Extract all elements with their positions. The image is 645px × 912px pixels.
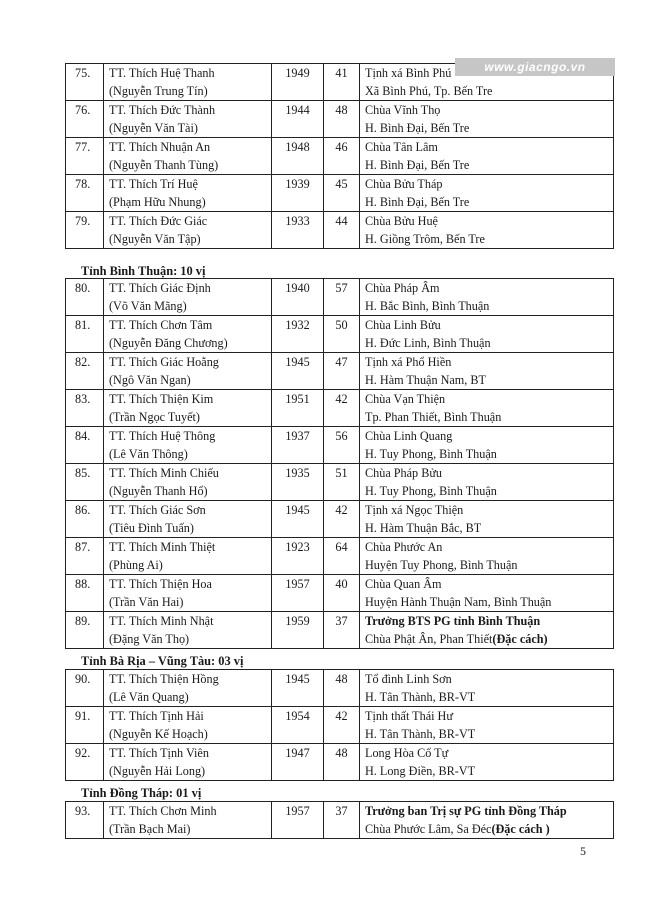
temple-location: Tp. Phan Thiết, Bình Thuận — [365, 410, 502, 424]
temple-name: Trưởng BTS PG tỉnh Bình Thuận — [365, 614, 541, 628]
row-number: 78. — [66, 175, 104, 212]
watermark: www.giacngo.vn — [455, 58, 615, 76]
monk-lay-name: (Trần Văn Hai) — [109, 595, 184, 609]
monk-name-cell — [104, 101, 272, 138]
table-row — [66, 707, 614, 744]
table-row — [66, 316, 614, 353]
page-number: 5 — [580, 844, 586, 858]
temple-location: H. Hàm Thuận Nam, BT — [365, 373, 486, 387]
row-number: 75. — [66, 64, 104, 101]
monk-dharma-name: TT. Thích Tịnh Hải — [109, 709, 204, 723]
monk-dharma-name: TT. Thích Huệ Thanh — [109, 66, 215, 80]
ordination-age: 56 — [324, 427, 360, 464]
monk-name-cell — [104, 353, 272, 390]
temple-location: H. Bình Đại, Bến Tre — [365, 195, 470, 209]
table-row — [66, 612, 614, 649]
temple-name: Tịnh xá Phổ Hiền — [365, 355, 452, 369]
table-row — [66, 279, 614, 316]
temple-cell — [360, 212, 614, 249]
monk-dharma-name: TT. Thích Chơn Minh — [109, 804, 217, 818]
table-row — [66, 390, 614, 427]
monk-lay-name: (Nguyễn Thanh Tùng) — [109, 158, 219, 172]
temple-name: Tịnh thất Thái Hư — [365, 709, 453, 723]
ordination-age: 37 — [324, 802, 360, 839]
temple-location: H. Tuy Phong, Bình Thuận — [365, 484, 497, 498]
temple-location: H. Đức Linh, Bình Thuận — [365, 336, 491, 350]
birth-year: 1945 — [272, 353, 324, 390]
rows — [66, 670, 614, 781]
temple-name: Long Hòa Cổ Tự — [365, 746, 449, 760]
monk-name-cell — [104, 279, 272, 316]
temple-cell — [360, 175, 614, 212]
temple-cell — [360, 427, 614, 464]
rows — [66, 279, 614, 649]
table-row — [66, 575, 614, 612]
row-number: 93. — [66, 802, 104, 839]
monk-dharma-name: TT. Thích Chơn Tâm — [109, 318, 213, 332]
table-row — [66, 538, 614, 575]
monk-dharma-name: TT. Thích Huệ Thông — [109, 429, 216, 443]
temple-cell — [360, 390, 614, 427]
monk-dharma-name: TT. Thích Giác Hoằng — [109, 355, 219, 369]
temple-name: Chùa Bửu Huệ — [365, 214, 438, 228]
monk-lay-name: (Võ Văn Mãng) — [109, 299, 187, 313]
temple-location: H. Tân Thành, BR-VT — [365, 690, 476, 704]
monk-lay-name: (Phạm Hữu Nhung) — [109, 195, 206, 209]
temple-name: Chùa Linh Quang — [365, 429, 453, 443]
monk-lay-name: (Tiêu Đình Tuấn) — [109, 521, 194, 535]
birth-year: 1923 — [272, 538, 324, 575]
table-row — [66, 464, 614, 501]
temple-location: H. Bình Đại, Bến Tre — [365, 158, 470, 172]
birth-year: 1937 — [272, 427, 324, 464]
ordination-age: 64 — [324, 538, 360, 575]
monk-lay-name: (Nguyễn Đăng Chương) — [109, 336, 228, 350]
temple-name: Trưởng ban Trị sự PG tỉnh Đồng Tháp — [365, 804, 567, 818]
temple-cell — [360, 612, 614, 649]
birth-year: 1951 — [272, 390, 324, 427]
special-note: (Đặc cách) — [492, 632, 548, 646]
temple-cell — [360, 353, 614, 390]
monk-dharma-name: TT. Thích Thiện Hồng — [109, 672, 219, 686]
monk-lay-name: (Ngô Văn Ngan) — [109, 373, 191, 387]
birth-year: 1932 — [272, 316, 324, 353]
temple-cell — [360, 575, 614, 612]
ordination-age: 45 — [324, 175, 360, 212]
monk-name-cell — [104, 575, 272, 612]
monk-lay-name: (Nguyễn Kế Hoạch) — [109, 727, 208, 741]
monk-name-cell — [104, 802, 272, 839]
temple-cell — [360, 802, 614, 839]
temple-cell — [360, 707, 614, 744]
temple-cell — [360, 538, 614, 575]
temple-name: Chùa Pháp Âm — [365, 281, 440, 295]
ordination-age: 41 — [324, 64, 360, 101]
row-number: 81. — [66, 316, 104, 353]
temple-cell — [360, 138, 614, 175]
temple-location: H. Bình Đại, Bến Tre — [365, 121, 470, 135]
row-number: 77. — [66, 138, 104, 175]
monk-table-ben-tre — [65, 63, 614, 249]
ordination-age: 48 — [324, 670, 360, 707]
monk-name-cell — [104, 612, 272, 649]
birth-year: 1940 — [272, 279, 324, 316]
rows — [66, 802, 614, 839]
monk-dharma-name: TT. Thích Đức Giác — [109, 214, 208, 228]
ordination-age: 37 — [324, 612, 360, 649]
birth-year: 1948 — [272, 138, 324, 175]
temple-name: Tịnh xá Bình Phú — [365, 66, 452, 80]
ordination-age: 48 — [324, 101, 360, 138]
row-number: 87. — [66, 538, 104, 575]
monk-lay-name: (Nguyễn Văn Tập) — [109, 232, 201, 246]
row-number: 84. — [66, 427, 104, 464]
birth-year: 1945 — [272, 501, 324, 538]
monk-name-cell — [104, 390, 272, 427]
temple-location: H. Bắc Bình, Bình Thuận — [365, 299, 490, 313]
birth-year: 1949 — [272, 64, 324, 101]
temple-cell — [360, 101, 614, 138]
temple-cell — [360, 501, 614, 538]
monk-dharma-name: TT. Thích Tịnh Viên — [109, 746, 209, 760]
temple-name: Tịnh xá Ngọc Thiện — [365, 503, 464, 517]
monk-table-dong-thap — [65, 801, 614, 839]
monk-table-binh-thuan — [65, 278, 614, 649]
monk-name-cell — [104, 707, 272, 744]
section-heading-binh-thuan: Tỉnh Bình Thuận: 10 vị — [81, 264, 206, 278]
temple-location: H. Tân Thành, BR-VT — [365, 727, 476, 741]
row-number: 92. — [66, 744, 104, 781]
row-number: 82. — [66, 353, 104, 390]
monk-name-cell — [104, 138, 272, 175]
monk-dharma-name: TT. Thích Thiện Hoa — [109, 577, 212, 591]
monk-dharma-name: TT. Thích Minh Thiệt — [109, 540, 216, 554]
monk-dharma-name: TT. Thích Giác Sơn — [109, 503, 206, 517]
birth-year: 1945 — [272, 670, 324, 707]
section-heading-ba-ria-vung-tau: Tỉnh Bà Rịa – Vũng Tàu: 03 vị — [81, 654, 244, 668]
monk-name-cell — [104, 175, 272, 212]
temple-location: H. Hàm Thuận Bắc, BT — [365, 521, 482, 535]
monk-name-cell — [104, 64, 272, 101]
table-row — [66, 138, 614, 175]
row-number: 85. — [66, 464, 104, 501]
ordination-age: 50 — [324, 316, 360, 353]
row-number: 86. — [66, 501, 104, 538]
temple-location: Xã Bình Phú, Tp. Bến Tre — [365, 84, 493, 98]
temple-name: Chùa Bửu Tháp — [365, 177, 443, 191]
monk-name-cell — [104, 427, 272, 464]
rows — [66, 64, 614, 249]
ordination-age: 51 — [324, 464, 360, 501]
row-number: 89. — [66, 612, 104, 649]
monk-dharma-name: TT. Thích Thiện Kim — [109, 392, 214, 406]
ordination-age: 44 — [324, 212, 360, 249]
temple-location: H. Long Điền, BR-VT — [365, 764, 476, 778]
temple-location: Huyện Hành Thuận Nam, Bình Thuận — [365, 595, 552, 609]
temple-name: Chùa Quan Âm — [365, 577, 442, 591]
monk-dharma-name: TT. Thích Trí Huệ — [109, 177, 198, 191]
row-number: 88. — [66, 575, 104, 612]
monk-lay-name: (Nguyễn Trung Tín) — [109, 84, 208, 98]
ordination-age: 42 — [324, 707, 360, 744]
temple-location: Chùa Phước Lâm, Sa Đéc — [365, 822, 492, 836]
birth-year: 1957 — [272, 802, 324, 839]
temple-name: Chùa Phước An — [365, 540, 443, 554]
monk-lay-name: (Nguyễn Văn Tài) — [109, 121, 198, 135]
monk-lay-name: (Nguyễn Thanh Hổ) — [109, 484, 208, 498]
ordination-age: 46 — [324, 138, 360, 175]
birth-year: 1954 — [272, 707, 324, 744]
birth-year: 1933 — [272, 212, 324, 249]
monk-dharma-name: TT. Thích Giác Định — [109, 281, 211, 295]
row-number: 80. — [66, 279, 104, 316]
temple-name: Chùa Linh Bửu — [365, 318, 441, 332]
temple-name: Chùa Vĩnh Thọ — [365, 103, 441, 117]
table-row — [66, 101, 614, 138]
temple-name: Chùa Tân Lâm — [365, 140, 438, 154]
ordination-age: 42 — [324, 501, 360, 538]
temple-cell — [360, 670, 614, 707]
temple-location: Chùa Phật Ân, Phan Thiết — [365, 632, 493, 646]
birth-year: 1957 — [272, 575, 324, 612]
birth-year: 1947 — [272, 744, 324, 781]
birth-year: 1959 — [272, 612, 324, 649]
table-row — [66, 802, 614, 839]
special-note: (Đặc cách ) — [491, 822, 550, 836]
monk-lay-name: (Lê Văn Quang) — [109, 690, 189, 704]
temple-name: Chùa Pháp Bửu — [365, 466, 443, 480]
table-row — [66, 212, 614, 249]
table-row — [66, 501, 614, 538]
monk-dharma-name: TT. Thích Minh Chiếu — [109, 466, 219, 480]
monk-dharma-name: TT. Thích Đức Thành — [109, 103, 216, 117]
monk-lay-name: (Nguyễn Hải Long) — [109, 764, 206, 778]
ordination-age: 57 — [324, 279, 360, 316]
ordination-age: 42 — [324, 390, 360, 427]
monk-lay-name: (Lê Văn Thông) — [109, 447, 188, 461]
monk-name-cell — [104, 316, 272, 353]
table-row — [66, 175, 614, 212]
ordination-age: 48 — [324, 744, 360, 781]
table-row — [66, 427, 614, 464]
table-row — [66, 353, 614, 390]
monk-lay-name: (Đặng Văn Thọ) — [109, 632, 190, 646]
table-row — [66, 670, 614, 707]
birth-year: 1944 — [272, 101, 324, 138]
monk-lay-name: (Trần Ngọc Tuyết) — [109, 410, 200, 424]
birth-year: 1935 — [272, 464, 324, 501]
monk-dharma-name: TT. Thích Nhuận An — [109, 140, 211, 154]
row-number: 90. — [66, 670, 104, 707]
section-heading-dong-thap: Tỉnh Đồng Tháp: 01 vị — [81, 786, 202, 800]
temple-name: Tổ đình Linh Sơn — [365, 672, 452, 686]
temple-location: H. Tuy Phong, Bình Thuận — [365, 447, 497, 461]
monk-name-cell — [104, 744, 272, 781]
temple-name: Chùa Vạn Thiện — [365, 392, 446, 406]
row-number: 91. — [66, 707, 104, 744]
temple-cell — [360, 316, 614, 353]
temple-location: H. Giồng Trôm, Bến Tre — [365, 232, 485, 246]
temple-cell — [360, 744, 614, 781]
monk-name-cell — [104, 501, 272, 538]
row-number: 83. — [66, 390, 104, 427]
monk-dharma-name: TT. Thích Minh Nhật — [109, 614, 214, 628]
birth-year: 1939 — [272, 175, 324, 212]
monk-table-ba-ria-vung-tau — [65, 669, 614, 781]
temple-location: Huyện Tuy Phong, Bình Thuận — [365, 558, 518, 572]
table-row — [66, 744, 614, 781]
row-number: 76. — [66, 101, 104, 138]
temple-cell — [360, 464, 614, 501]
monk-lay-name: (Trần Bạch Mai) — [109, 822, 191, 836]
temple-cell — [360, 279, 614, 316]
monk-lay-name: (Phùng Ai) — [109, 558, 163, 572]
monk-name-cell — [104, 538, 272, 575]
row-number: 79. — [66, 212, 104, 249]
monk-name-cell — [104, 670, 272, 707]
monk-name-cell — [104, 464, 272, 501]
ordination-age: 40 — [324, 575, 360, 612]
monk-name-cell — [104, 212, 272, 249]
ordination-age: 47 — [324, 353, 360, 390]
